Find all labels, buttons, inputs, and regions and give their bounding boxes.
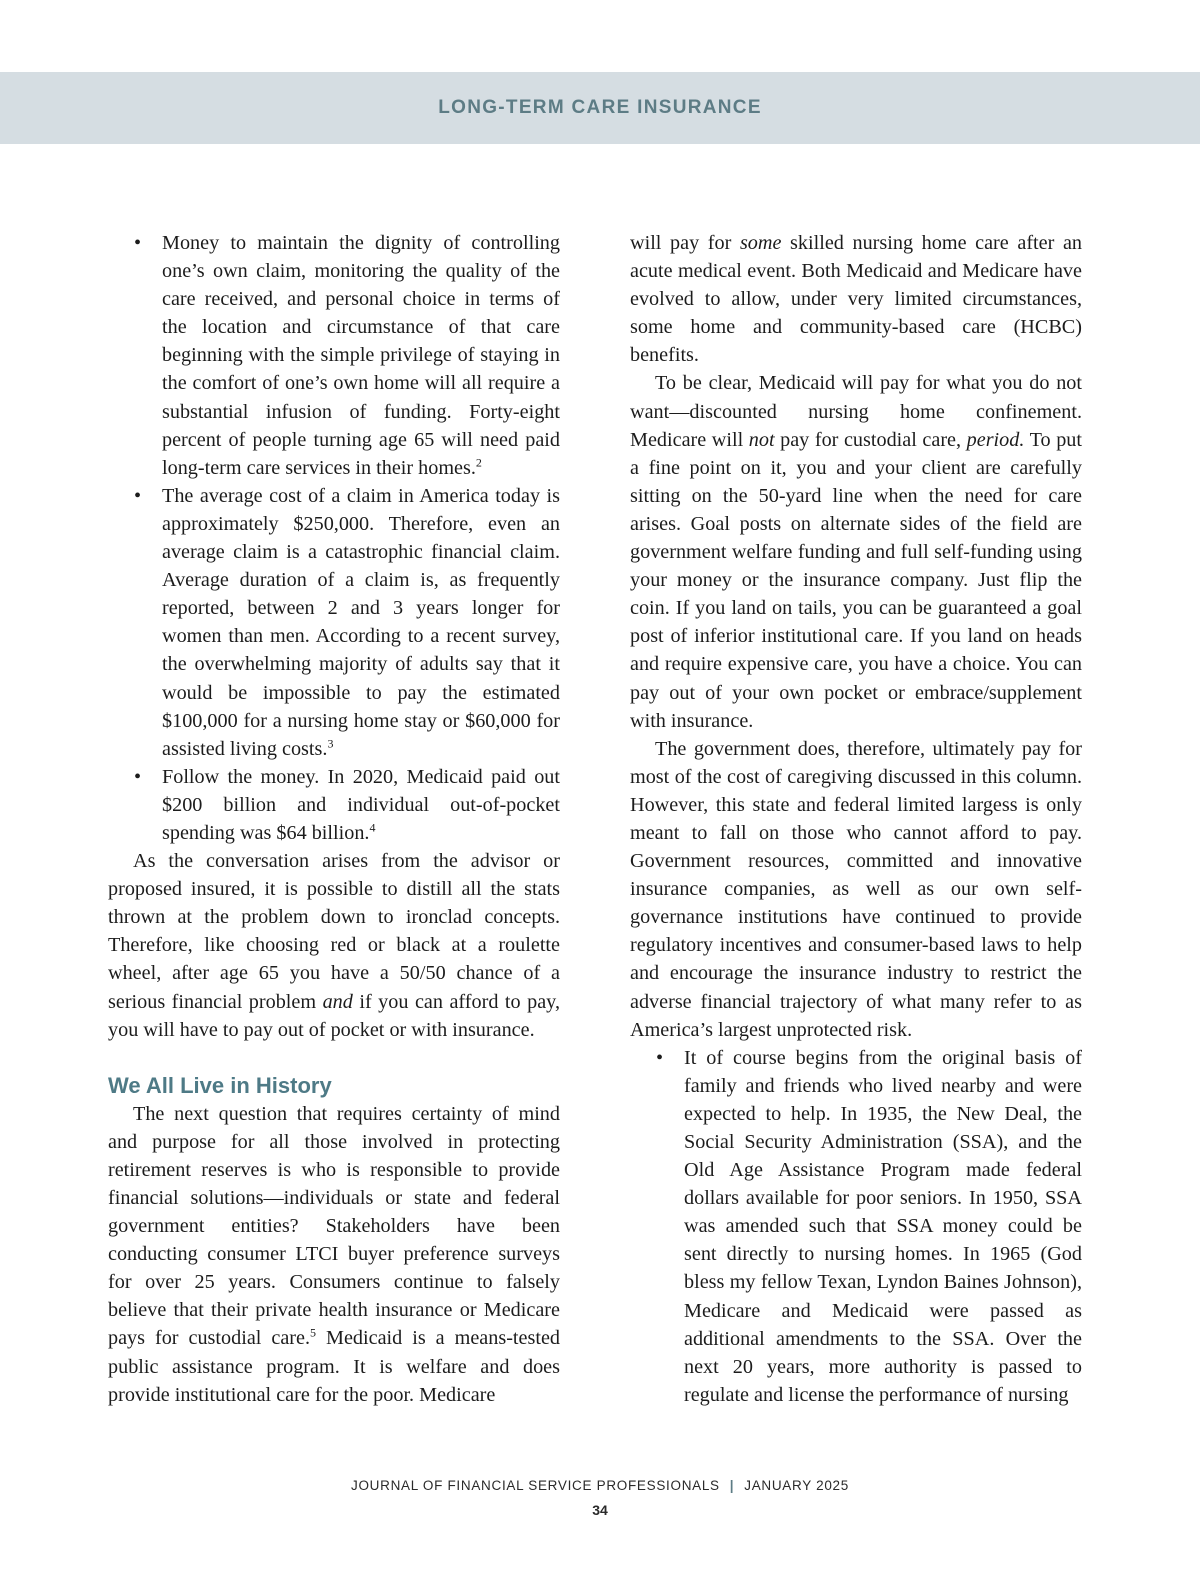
journal-name: JOURNAL OF FINANCIAL SERVICE PROFESSIONALS [351,1478,720,1493]
bullet-icon: • [134,232,142,254]
bullet-icon: • [134,484,142,507]
list-item: • Follow the money. In 2020, Medicaid paid out $200 billion and individual out-of-pocket spending was $64 billion.$^4$ [108,763,560,847]
running-header [0,72,1200,144]
footer-separator: | [729,1478,735,1493]
bullet-icon: • [656,1046,664,1069]
list-item: • Money to maintain the dignity of controlling one’s own claim, monitoring the quality of the care received, and personal choice in terms of the location and circumstance of that care beginning with the simple privilege of staying in the comfort of one’s own home will all require a substantial infusion of funding. Forty-eight percent of people turning age 65 will need paid long-term care services in their homes.$^2$ [108,229,560,482]
running-header-title: LONG-TERM CARE INSURANCE [438,97,762,118]
footnote-ref: 5 [310,1325,317,1340]
body-paragraph: To be clear, Medicaid will pay for what you do not want—discounted nursing home confinement. Medicare will not pay for custodial care, period. To put a fine point on it, you and your client are carefully sitting on the 50-yard line when the need for care arises. Goal posts on alternate sides of the field are government welfare funding and full self-funding using your money or the insurance company. Just flip the coin. If you land on tails, you can be guaranteed a goal post of inferior institutional care. If you land on heads and require expensive care, you have a choice. You can pay out of your own pocket or embrace/supplement with insurance. [630,372,1082,732]
footnote-ref: 4 [369,820,376,835]
body-paragraph: The next question that requires certainty of mind and purpose for all those involved in protecting retirement reserves is who is responsible to provide financial solutions—individuals or state and federal government entities? Stakeholders have been conducting consumer LTCI buyer preference surveys for over 25 years. Consumers continue to falsely believe that their private health insurance or Medicare pays for custodial care.$^5$ Medicaid is a means-tested public assistance program. It is welfare and does provide institutional care for the poor. Medicare [108,1102,561,1406]
footnote-ref: 3 [327,735,334,750]
bullet-icon: • [134,765,142,788]
left-bullet-list [108,229,560,847]
body-paragraph: The government does, therefore, ultimately pay for most of the cost of caregiving discussed in this column. However, this state and federal limited largess is only meant to fall on those who cannot afford to pay. Government resources, committed and innovative insurance companies, as well as our own self-governance institutions have continued to provide regulatory incentives and consumer-based laws to help and encourage the insurance industry to restrict the adverse financial trajectory of what many refer to as America’s largest unprotected risk. [630,737,1082,1041]
list-item: • The average cost of a claim in America today is approximately $250,000. Therefore, even an average claim is a catastrophic financial claim. Average duration of a claim is, as frequently reported, between 2 and 3 years longer for women than men. According to a recent survey, the overwhelming majority of adults say that it would be impossible to pay the estimated $100,000 for a nursing home stay or $60,000 for assisted living costs.$^3$ [108,482,560,763]
list-item: • It of course begins from the original basis of family and friends who lived nearby and were expected to help. In 1935, the New Deal, the Social Security Administration (SSA), and the Old Age Assistance Program made federal dollars available for poor seniors. In 1950, SSA was amended such that SSA money could be sent directly to nursing homes. In 1965 (God bless my fellow Texan, Lyndon Baines Johnson), Medicare and Medicaid were passed as additional amendments to the SSA. Over the next 20 years, more authority is passed to regulate and license the performance of nursing [630,1044,1082,1409]
body-paragraph: As the conversation arises from the advisor or proposed insured, it is possible to distill all the stats thrown at the problem down to ironclad concepts. Therefore, like choosing red or black at a roulette wheel, after age 65 you have a 50/50 chance of a serious financial problem and if you can afford to pay, you will have to pay out of pocket or with insurance. [108,850,560,1041]
page-number: 34 [592,1502,608,1518]
body-paragraph: will pay for some skilled nursing home care after an acute medical event. Both Medicaid and Medicare have evolved to allow, under very limited circumstances, some home and community-based care (HCBC) benefits. [630,232,1082,367]
right-bullet-list [630,1044,1082,1409]
left-column [108,229,560,1409]
issue-date: JANUARY 2025 [744,1478,849,1493]
page-footer [0,1478,1200,1493]
section-heading: We All Live in History [108,1072,332,1098]
footnote-ref: 2 [475,455,482,470]
right-column [630,229,1082,1409]
